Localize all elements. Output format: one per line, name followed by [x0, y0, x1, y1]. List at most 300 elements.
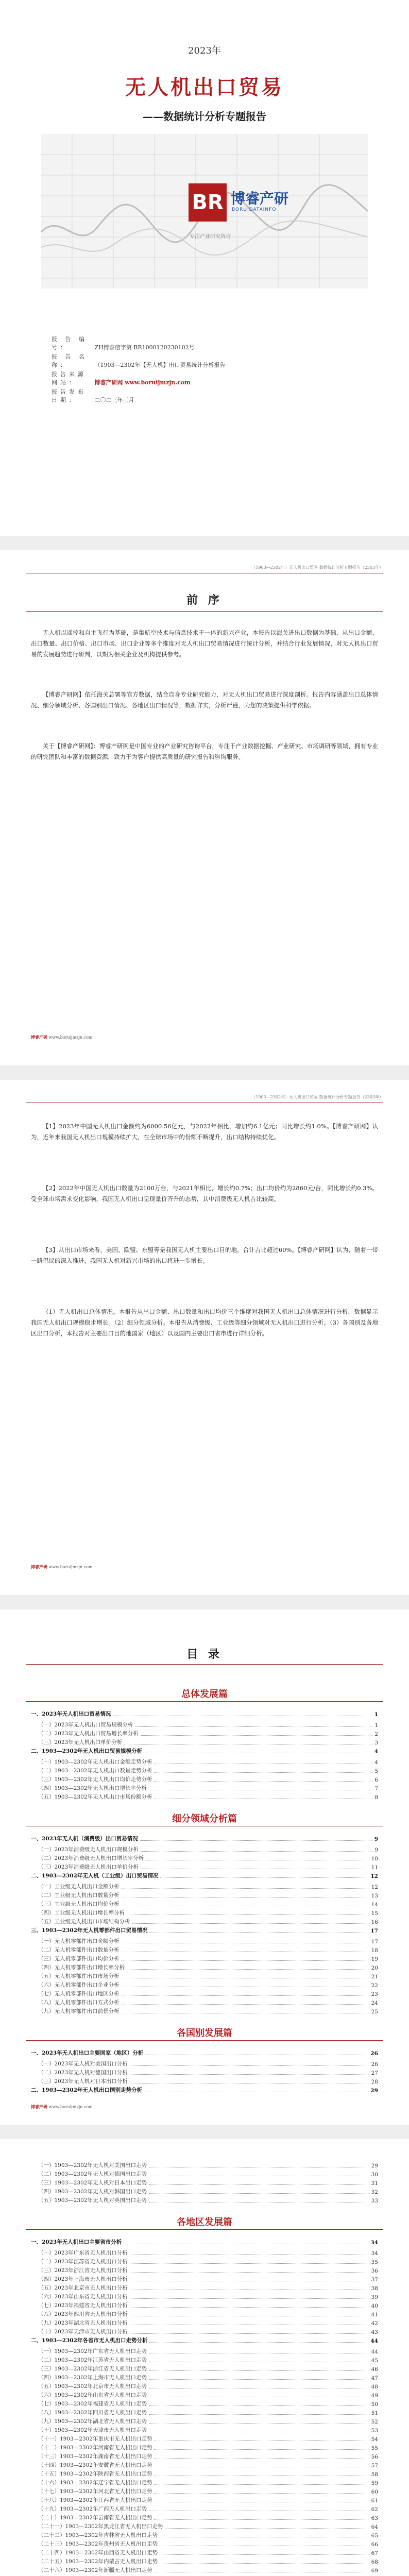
- toc-entry-text: 二、1903—2302年无人机出口国别走势分析: [31, 2087, 142, 2093]
- toc-entry-text: （二十四）1903—2302年山西省无人机出口走势: [38, 2550, 158, 2556]
- toc-entry-text: （三）1903—2302年无人机出口均价走势分析: [38, 1776, 152, 1783]
- toc-leader-dots: [141, 1851, 373, 1852]
- toc-entry-text: （六）无人机零部件出口企业分析: [38, 1982, 120, 1988]
- toc-entry[interactable]: [31, 2301, 378, 2309]
- toc-page-number: 57: [371, 2463, 378, 2469]
- toc-entry[interactable]: [31, 2048, 378, 2057]
- toc-entry-text: 一、2023年无人机出口主要国家（地区）分析: [31, 2050, 144, 2056]
- toc-entry[interactable]: [31, 2248, 378, 2257]
- toc-page-number: 9: [374, 1836, 378, 1842]
- info-key: 报 告 编 号：: [52, 336, 88, 351]
- toc-page-number: 26: [371, 2061, 378, 2067]
- toc-entry[interactable]: [31, 2461, 378, 2469]
- toc-entry[interactable]: [31, 2318, 378, 2327]
- toc-entry-text: （十一）1903—2302年重庆市无人机出口走势: [38, 2436, 152, 2442]
- toc-entry-text: （六）1903—2302年山东省无人机出口走势: [38, 2392, 147, 2398]
- toc-entry[interactable]: [31, 2504, 378, 2513]
- cover-banner: [41, 134, 368, 289]
- toc-page-number: 26: [370, 2050, 378, 2057]
- toc-page-number: 66: [371, 2541, 378, 2548]
- toc-page-number: 43: [371, 2329, 378, 2335]
- toc-entry-text: （五）1903—2302年无人机出口市场份额分析: [38, 1794, 152, 1800]
- toc-page-number: 32: [371, 2189, 378, 2195]
- toc-entry-text: （七）无人机零部件出口地区分析: [38, 1991, 120, 1997]
- toc-leader-dots: [149, 1932, 368, 1933]
- toc-entry[interactable]: [31, 2399, 378, 2408]
- footer-brand: [31, 1035, 93, 1040]
- toc-entry-text: （四）1903—2302年上海市无人机出口走势: [38, 2375, 147, 2381]
- toc-page-number: 50: [371, 2401, 378, 2408]
- toc-leader-dots: [154, 2519, 369, 2520]
- toc-page-number: 13: [371, 1893, 378, 1899]
- toc-entry[interactable]: [31, 2310, 378, 2318]
- toc-entry-text: （一）2023年无人机对美国出口分析: [38, 2061, 128, 2067]
- toc-leader-dots: [122, 1888, 369, 1889]
- toc-entry[interactable]: [31, 2059, 378, 2067]
- toc-entry-text: （一）1903—2302年无人机出口金额走势分析: [38, 1759, 152, 1765]
- toc-entry-text: （三）2023年浙江省无人机出口分析: [38, 2267, 128, 2274]
- toc-leader-dots: [141, 1735, 373, 1736]
- toc-entry[interactable]: [31, 2539, 378, 2548]
- toc-page-number: 30: [371, 2172, 378, 2178]
- page-separator: [0, 1065, 409, 1080]
- toc-page-number: 41: [371, 2312, 378, 2318]
- foreword-paragraph: 无人机以遥控和自主飞行为基础，是集航空技术与信息技术于一体的新兴产业，本报告以海关进出口数据为基础，从出口金额、出口数量、出口价格、出口市场、出口企业等多个维度对无人机出口贸易情况进行统计分析，并结合行业发展情况，对无人机出口贸易的发展趋势进行研判，以期为相关企业及机构提供参考。: [31, 629, 378, 658]
- footer-url[interactable]: www.boruijmzjn.com: [48, 2105, 93, 2109]
- toc-entry-text: （八）无人机零部件出口方式分析: [38, 1999, 120, 2006]
- toc-entry-text: （九）无人机零部件出口前景分析: [38, 2008, 120, 2014]
- toc-page-number: 6: [374, 1777, 378, 1783]
- toc-entry[interactable]: [31, 2469, 378, 2478]
- section-rule: [26, 1701, 383, 1702]
- toc-entry-text: （四）1903—2302年无人机对韩国出口走势: [38, 2189, 147, 2195]
- toc-entry-text: （二十）1903—2302年云南省无人机出口走势: [38, 2515, 152, 2521]
- footer-brand-name: 博睿产研: [31, 2104, 49, 2109]
- toc-section-heading: 总体发展篇: [181, 1689, 228, 1700]
- toc-entry[interactable]: [31, 2170, 378, 2178]
- toc-page-number: 44: [370, 2338, 378, 2344]
- toc-leader-dots: [154, 2484, 369, 2485]
- toc-page-number: 28: [371, 2079, 378, 2085]
- toc-leader-dots: [165, 2528, 369, 2529]
- toc-entry[interactable]: [31, 1908, 378, 1917]
- toc-title: 目 录: [186, 1648, 223, 1661]
- toc-entry-text: （二十六）1903—2302年新疆无人机出口走势: [38, 2567, 152, 2573]
- toc-leader-dots: [130, 2263, 369, 2264]
- toc-leader-dots: [160, 1877, 368, 1878]
- summary-paragraph: 【2】2022年中国无人机出口数量为2100万台，与2021年相比，增长约0.7%；出口均价约为2860元/台，同比增长约0.3%。受全球市场需求变化影响，我国无人机出口呈现量价齐升的态势，其中消费级无人机占比较高。: [31, 1184, 378, 1202]
- logo-letters: BR: [192, 191, 224, 214]
- toc-entry-text: （七）2023年福建省无人机出口分析: [38, 2302, 128, 2309]
- toc-entry[interactable]: [31, 1917, 378, 1925]
- toc-entry[interactable]: [31, 1854, 378, 1862]
- toc-page-number: 33: [371, 2198, 378, 2204]
- toc-entry[interactable]: [31, 2443, 378, 2451]
- toc-entry[interactable]: [31, 2068, 378, 2076]
- toc-page-number: 65: [371, 2533, 378, 2539]
- info-report-id: [52, 335, 195, 351]
- footer-brand: [31, 1564, 93, 1570]
- toc-page-number: 61: [371, 2498, 378, 2504]
- toc-page-number: 64: [371, 2524, 378, 2530]
- toc-entry-text: （二十五）1903—2302年内蒙古无人机出口走势: [38, 2558, 158, 2565]
- toc-entry[interactable]: [31, 2426, 378, 2434]
- toc-page-number: 67: [371, 2550, 378, 2556]
- toc-page: [0, 1609, 409, 2576]
- footer-brand-name: 博睿产研: [31, 1564, 47, 1569]
- toc-entry[interactable]: [31, 2531, 378, 2539]
- toc-page-number: 38: [371, 2285, 378, 2292]
- toc-entry[interactable]: [31, 2007, 378, 2015]
- toc-entry[interactable]: [31, 1954, 378, 1962]
- toc-entry[interactable]: [31, 2347, 378, 2355]
- toc-entry-text: （三）工业级无人机出口均价分析: [38, 1901, 120, 1907]
- info-value: 二〇二三年三月: [94, 397, 134, 403]
- toc-entry-text: （八）2023年四川省无人机出口分析: [38, 2311, 128, 2317]
- info-report-name: [52, 352, 361, 369]
- toc-entry-text: （三）2023年消费级无人机出口单价分析: [38, 1864, 139, 1870]
- toc-entry-text: （五）工业级无人机出口市场结构分析: [38, 1919, 130, 1925]
- toc-entry-text: （二）1903—2302年江苏省无人机出口走势: [38, 2357, 147, 2363]
- toc-page-number: 25: [371, 2009, 378, 2015]
- toc-entry-text: （十九）1903—2302年广西无人机出口走势: [38, 2506, 147, 2512]
- toc-entry[interactable]: [31, 2522, 378, 2530]
- toc-page-number: 39: [371, 2294, 378, 2300]
- toc-leader-dots: [127, 1914, 369, 1915]
- toc-leader-dots: [130, 2298, 369, 2299]
- toc-entry[interactable]: [31, 1926, 378, 1934]
- toc-entry[interactable]: [31, 1738, 378, 1746]
- toc-leader-dots: [154, 1781, 372, 1782]
- toc-entry-text: （十三）1903—2302年湖南省无人机出口走势: [38, 2453, 152, 2460]
- summary-paragraph: 【1】2023年中国无人机出口金额约为6000.56亿元，与2022年相比，增加约6.1亿元；同比增长约1.0%。【博睿产研网】认为，近年来我国无人机出口规模持续扩大，在全球市场中的份额不断提升，出口结构持续优化。: [31, 1123, 378, 1141]
- toc-page-number: 34: [371, 2250, 378, 2257]
- footer-url[interactable]: www.boruijmzjn.com: [48, 1035, 93, 1040]
- toc-page-number: 9: [374, 1847, 378, 1853]
- toc-entry[interactable]: [31, 2566, 378, 2574]
- toc-page-number: 19: [371, 1956, 378, 1962]
- toc-leader-dots: [154, 2449, 369, 2450]
- toc-entry-text: （三）无人机零部件出口均价分析: [38, 1956, 120, 1962]
- toc-entry-text: 二、1903—2302年无人机出口贸易规模分析: [31, 1748, 142, 1754]
- toc-page-number: 58: [371, 2471, 378, 2478]
- toc-entry[interactable]: [31, 2161, 378, 2169]
- toc-leader-dots: [127, 1969, 369, 1970]
- cover-page: [0, 0, 409, 536]
- toc-leader-dots: [149, 2370, 369, 2371]
- toc-entry[interactable]: [31, 2187, 378, 2195]
- toc-entry[interactable]: [31, 1792, 378, 1801]
- toc-page-number: 69: [371, 2568, 378, 2574]
- footer-brand-name: 博睿产研: [31, 1035, 47, 1040]
- toc-entry-text: （十六）1903—2302年辽宁省无人机出口走势: [38, 2480, 152, 2486]
- toc-leader-dots: [160, 2563, 369, 2564]
- footer-url[interactable]: www.boruijmzjn.com: [48, 1565, 93, 1569]
- toc-page-number: 42: [371, 2320, 378, 2327]
- toc-entry[interactable]: [31, 1766, 378, 1774]
- toc-page-number: 47: [371, 2375, 378, 2381]
- toc-page-number: 14: [371, 1902, 378, 1908]
- toc-leader-dots: [140, 1840, 372, 1841]
- toc-entry[interactable]: [31, 1989, 378, 1997]
- toc-page-number: 15: [371, 1910, 378, 1917]
- toc-entry-text: 一、2023年无人机出口主要省市分析: [31, 2239, 122, 2245]
- toc-entry[interactable]: [31, 1729, 378, 1737]
- toc-entry[interactable]: [31, 1747, 378, 1755]
- toc-leader-dots: [149, 2342, 368, 2343]
- foreword-title: 前 序: [186, 594, 223, 607]
- toc-page-number: 59: [371, 2480, 378, 2486]
- toc-entry-text: （二）2023年江苏省无人机出口分析: [38, 2259, 128, 2265]
- toc-entry[interactable]: [31, 2355, 378, 2364]
- summary-paragraph: （1）无人机出口总体情况。本报告从出口金额、出口数量和出口均价三个维度对我国无人机出口总体情况进行分析，数据显示我国无人机出口规模稳步增长。（2）细分领域分析。本报告从消费级、工业级等细分领域对无人机出口进行分析。（3）各国别及各地区出口分析，本报告对主要出口目的地国家（地区）以及国内主要出口省市进行详细分析。: [31, 1308, 378, 1337]
- toc-entry-text: 一、2023年无人机出口贸易情况: [31, 1711, 111, 1717]
- toc-entry[interactable]: [31, 2496, 378, 2504]
- toc-leader-dots: [122, 1995, 369, 1996]
- toc-page-number: 56: [371, 2454, 378, 2460]
- toc-page-number: 37: [371, 2277, 378, 2283]
- toc-entry-text: （十七）1903—2302年河北省无人机出口走势: [38, 2488, 152, 2495]
- toc-entry[interactable]: [31, 1945, 378, 1954]
- toc-section-heading: 各地区发展篇: [177, 2217, 232, 2228]
- toc-entry[interactable]: [31, 1834, 378, 1842]
- toc-page-number: 60: [371, 2489, 378, 2495]
- toc-entry[interactable]: [31, 1882, 378, 1890]
- toc-entry[interactable]: [31, 2257, 378, 2265]
- toc-page-number: 2: [374, 1731, 378, 1737]
- toc-page-number: 16: [371, 1919, 378, 1925]
- info-publish-date: [52, 387, 134, 404]
- toc-entry-text: （十五）1903—2302年陕西省无人机出口走势: [38, 2471, 152, 2477]
- foreword-paragraph: 【博睿产研网】依托海关总署等官方数据，结合自身专业研究能力，对无人机出口贸易进行深度剖析。报告内容涵盖出口总体情况、细分领域分析、各国别出口情况、各地区出口情况等，数据详实，分析严谨，为您的决策提供科学依据。: [31, 691, 378, 709]
- toc-entry-text: （二）2023年无人机对德国出口分析: [38, 2070, 128, 2076]
- toc-entry-text: （十二）1903—2302年河南省无人机出口走势: [38, 2445, 152, 2451]
- toc-entry[interactable]: [31, 1871, 378, 1879]
- toc-entry-text: （五）无人机零部件出口市场分析: [38, 1973, 120, 1979]
- toc-leader-dots: [149, 2423, 369, 2424]
- toc-page-number: 46: [371, 2366, 378, 2372]
- toc-entry[interactable]: [31, 1891, 378, 1899]
- toc-page-number: 49: [371, 2393, 378, 2399]
- toc-page-number: 20: [371, 1965, 378, 1971]
- cover-year: 2023年: [188, 45, 221, 56]
- toc-entry[interactable]: [31, 2373, 378, 2381]
- toc-page-number: 12: [371, 1884, 378, 1890]
- toc-page-number: 35: [371, 2259, 378, 2265]
- page-header: （1903—2302年）无人机出口贸易 数据统计分析专题报告（2303年）: [26, 1094, 383, 1103]
- toc-entry-text: （十八）1903—2302年江西省无人机出口走势: [38, 2497, 152, 2503]
- summary-paragraph: 【3】从出口市场来看，美国、欧盟、东盟等是我国无人机主要出口目的地，合计占比超过60%。【博睿产研网】认为，随着一带一路倡议的深入推进，我国无人机对新兴市场的出口将进一步增长。: [31, 1246, 378, 1264]
- toc-leader-dots: [149, 2379, 369, 2380]
- toc-leader-dots: [135, 1726, 372, 1727]
- toc-entry[interactable]: [31, 2557, 378, 2565]
- toc-entry-text: （九）2023年湖北省无人机出口分析: [38, 2320, 128, 2326]
- toc-entry-text: （八）1903—2302年四川省无人机出口走势: [38, 2410, 147, 2416]
- toc-entry[interactable]: [31, 2513, 378, 2521]
- toc-entry-text: 二、1903—2302年各省市无人机出口走势分析: [31, 2337, 148, 2344]
- toc-entry-text: （三）2023年无人机出口单价分析: [38, 1739, 123, 1745]
- foreword-paragraph: 关于【博睿产研网】：博睿产研网是中国专业的产业研究咨询平台，专注于产业数据挖掘、产业研究、市场调研等领域，拥有专业的研究团队和丰富的数据资源，致力于为客户提供高质量的研究报告和咨询服务。: [31, 742, 378, 760]
- toc-page-number: 63: [371, 2515, 378, 2521]
- info-key: 报告发布日期：: [52, 388, 87, 403]
- toc-leader-dots: [149, 2414, 369, 2415]
- toc-entry-text: （五）2023年北京市无人机出口分析: [38, 2285, 128, 2291]
- toc-leader-dots: [130, 2307, 369, 2308]
- toc-page-number: 1: [374, 1722, 378, 1728]
- toc-entry[interactable]: [31, 2417, 378, 2425]
- summary-page: [0, 1080, 409, 1595]
- toc-entry[interactable]: [31, 2292, 378, 2300]
- toc-entry[interactable]: [31, 1862, 378, 1871]
- toc-entry-text: （十四）1903—2302年安徽省无人机出口走势: [38, 2462, 152, 2468]
- toc-page-number: 54: [371, 2436, 378, 2443]
- toc-page-number: 5: [374, 1768, 378, 1774]
- toc-entry[interactable]: [31, 1845, 378, 1853]
- toc-page-number: 45: [371, 2358, 378, 2364]
- toc-page-number: 52: [371, 2419, 378, 2425]
- toc-page-number: 40: [371, 2303, 378, 2309]
- cover-subtitle: ——数据统计分析专题报告: [143, 110, 266, 123]
- toc-entry-text: （一）2023年消费级无人机出口规模分析: [38, 1846, 139, 1853]
- section-rule: [26, 2229, 383, 2230]
- toc-entry[interactable]: [31, 1784, 378, 1792]
- toc-entry-text: （四）1903—2302年无人机出口增长率分析: [38, 1785, 147, 1791]
- toc-page-number: 29: [370, 2088, 378, 2094]
- toc-entry-text: （一）1903—2302年无人机对美国出口走势: [38, 2162, 147, 2168]
- section-rule: [26, 2040, 383, 2041]
- toc-page-number: 11: [371, 1865, 378, 1871]
- toc-entry[interactable]: [31, 1963, 378, 1971]
- cover-title: 无人机出口贸易: [125, 75, 284, 99]
- toc-page-number: 62: [371, 2506, 378, 2513]
- toc-entry[interactable]: [31, 1900, 378, 1908]
- toc-page-number: 29: [371, 2163, 378, 2169]
- toc-entry-text: （四）工业级无人机出口增长率分析: [38, 1910, 125, 1916]
- title-rule: [26, 611, 383, 612]
- foreword-page: [0, 550, 409, 1065]
- source-site-link[interactable]: 博睿产研网 www.boruijmzjn.com: [94, 379, 191, 386]
- toc-entry-text: 二、1903—2302年无人机（工业级）出口贸易情况: [31, 1873, 159, 1879]
- toc-page-number: 51: [371, 2410, 378, 2416]
- toc-entry[interactable]: [31, 2391, 378, 2399]
- toc-entry-text: （一）2023年广东省无人机出口分析: [38, 2250, 128, 2256]
- logo-en: BORUIDATAINFO: [232, 207, 277, 212]
- toc-entry-text: （十）2023年天津市无人机出口分析: [38, 2329, 128, 2335]
- toc-entry[interactable]: [31, 2478, 378, 2486]
- toc-entry[interactable]: [31, 1720, 378, 1728]
- toc-entry-text: 三、1903—2302年无人机零部件出口贸易情况: [31, 1927, 148, 1934]
- toc-entry[interactable]: [31, 2327, 378, 2335]
- toc-page-number: 36: [371, 2268, 378, 2274]
- toc-entry[interactable]: [31, 2077, 378, 2085]
- toc-leader-dots: [154, 2458, 369, 2459]
- toc-entry-text: （七）1903—2302年福建省无人机出口走势: [38, 2401, 147, 2407]
- footer-brand: [31, 2104, 93, 2110]
- toc-page-number: 44: [371, 2349, 378, 2355]
- toc-entry[interactable]: [31, 2178, 378, 2187]
- toc-entry[interactable]: [31, 2283, 378, 2292]
- page-separator: [0, 2125, 409, 2139]
- info-key: 报告来源网站：: [52, 371, 87, 386]
- toc-entry-text: （四）无人机零部件出口增长率分析: [38, 1964, 125, 1971]
- toc-page-number: 1: [374, 1711, 378, 1718]
- toc-entry[interactable]: [31, 2434, 378, 2443]
- toc-entry-text: （一）工业级无人机出口金额分析: [38, 1884, 120, 1890]
- toc-entry-text: （一）2023年无人机出口贸易规模分析: [38, 1722, 133, 1728]
- toc-entry[interactable]: [31, 1757, 378, 1766]
- toc-entry-text: （五）1903—2302年无人机对英国出口走势: [38, 2197, 147, 2204]
- toc-page-number: 31: [371, 2180, 378, 2187]
- toc-entry[interactable]: [31, 1980, 378, 1989]
- toc-entry[interactable]: [31, 2364, 378, 2372]
- toc-page-number: 48: [371, 2384, 378, 2390]
- toc-leader-dots: [154, 1772, 372, 1773]
- toc-leader-dots: [149, 2193, 369, 2194]
- toc-leader-dots: [130, 2065, 369, 2066]
- toc-entry-text: （二）无人机零部件出口数量分析: [38, 1947, 120, 1953]
- toc-entry[interactable]: [31, 2238, 378, 2246]
- toc-entry[interactable]: [31, 2408, 378, 2416]
- toc-entry-text: （二十二）1903—2302年吉林省无人机出口走势: [38, 2532, 158, 2538]
- logo-name: 博睿产研: [231, 190, 289, 207]
- toc-page-number: 27: [371, 2070, 378, 2076]
- toc-entry-text: 一、2023年无人机（消费级）出口贸易情况: [31, 1836, 138, 1842]
- toc-leader-dots: [149, 2184, 369, 2185]
- toc-page-number: 10: [371, 1856, 378, 1862]
- toc-leader-dots: [149, 2405, 369, 2406]
- toc-entry-text: （二）工业级无人机出口数量分析: [38, 1892, 120, 1899]
- toc-entry[interactable]: [31, 1937, 378, 1945]
- toc-entry-text: （一）无人机零部件出口金额分析: [38, 1938, 120, 1944]
- toc-entry[interactable]: [31, 2266, 378, 2274]
- toc-entry[interactable]: [31, 1775, 378, 1783]
- toc-entry[interactable]: [31, 2382, 378, 2390]
- toc-entry[interactable]: [31, 2275, 378, 2283]
- page-separator: [0, 1595, 409, 1609]
- toc-entry-text: （五）1903—2302年北京市无人机出口走势: [38, 2383, 147, 2389]
- toc-leader-dots: [130, 2074, 369, 2075]
- toc-entry[interactable]: [31, 1972, 378, 1980]
- toc-entry-text: （九）1903—2302年湖北省无人机出口走势: [38, 2418, 147, 2425]
- toc-section-heading: 细分领域分析篇: [172, 1814, 237, 1824]
- toc-entry[interactable]: [31, 1709, 378, 1718]
- toc-page-number: 53: [371, 2428, 378, 2434]
- toc-entry-text: （一）1903—2302年广东省无人机出口走势: [38, 2348, 147, 2354]
- toc-page-number: 17: [370, 1928, 378, 1934]
- toc-entry-text: （二）2023年无人机出口贸易增长率分析: [38, 1731, 139, 1737]
- toc-list: [0, 1609, 409, 2576]
- page-header: （1903—2302年）无人机出口贸易 数据统计分析专题报告（2303年）: [26, 565, 383, 573]
- toc-entry[interactable]: [31, 2548, 378, 2556]
- toc-page-number: 3: [374, 1740, 378, 1746]
- toc-entry-text: （二）2023年消费级无人机出口增长率分析: [38, 1855, 144, 1861]
- toc-entry[interactable]: [31, 1998, 378, 2006]
- toc-entry[interactable]: [31, 2196, 378, 2204]
- toc-entry[interactable]: [31, 2086, 378, 2094]
- toc-page-number: 55: [371, 2445, 378, 2451]
- toc-leader-dots: [132, 1923, 369, 1924]
- info-value: （1903—2302年【无人机】出口贸易统计分析报告: [94, 362, 226, 368]
- toc-entry[interactable]: [31, 2452, 378, 2460]
- toc-entry[interactable]: [31, 2487, 378, 2495]
- toc-entry-text: （二）1903—2302年无人机对德国出口走势: [38, 2171, 147, 2177]
- toc-entry-text: （三）1903—2302年无人机对日本出口走势: [38, 2180, 147, 2186]
- toc-page-number: 34: [370, 2240, 378, 2246]
- toc-entry[interactable]: [31, 2336, 378, 2344]
- toc-leader-dots: [130, 2272, 369, 2273]
- info-value: ZH博睿信字第 BR1000120230102号: [94, 344, 195, 351]
- toc-page-number: 17: [371, 1939, 378, 1945]
